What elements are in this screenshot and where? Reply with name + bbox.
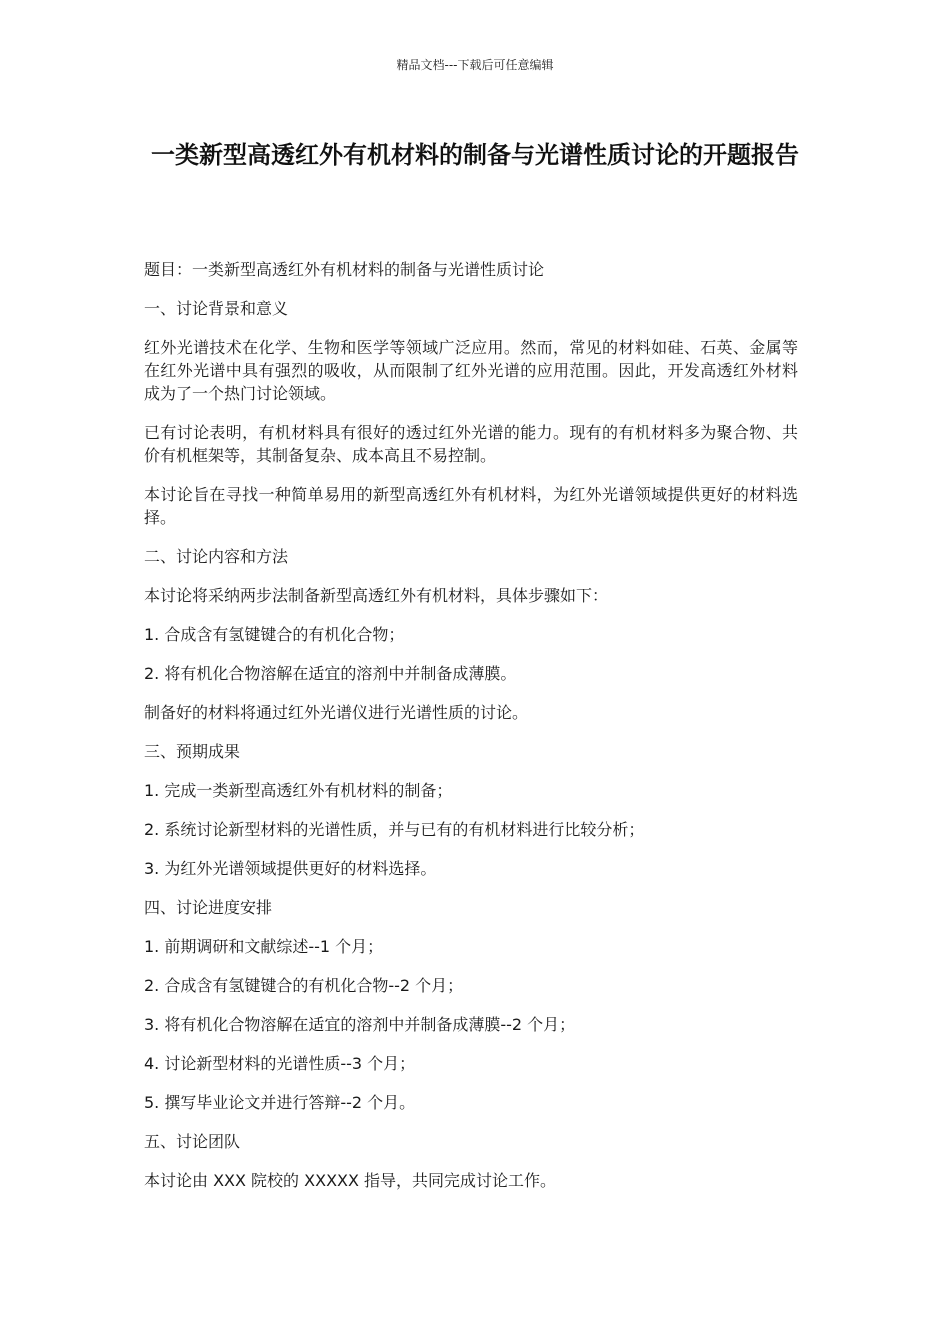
list-item: 2. 系统讨论新型材料的光谱性质，并与已有的有机材料进行比较分析；	[144, 820, 645, 839]
document-title: 一类新型高透红外有机材料的制备与光谱性质讨论的开题报告	[151, 141, 799, 169]
paragraph: 本讨论旨在寻找一种简单易用的新型高透红外有机材料，为红外光谱领域提供更好的材料选择。	[144, 485, 798, 527]
section-heading-background: 一、讨论背景和意义	[144, 299, 289, 318]
page-header: 精品文档---下载后可任意编辑	[396, 58, 554, 72]
document-body	[144, 258, 798, 1208]
list-item: 2. 合成含有氢键键合的有机化合物--2 个月；	[144, 976, 464, 995]
list-item: 3. 为红外光谱领域提供更好的材料选择。	[144, 859, 437, 878]
paragraph: 本讨论由 XXX 院校的 XXXXX 指导，共同完成讨论工作。	[144, 1171, 557, 1190]
list-item: 5. 撰写毕业论文并进行答辩--2 个月。	[144, 1093, 416, 1112]
list-item: 4. 讨论新型材料的光谱性质--3 个月；	[144, 1054, 416, 1073]
section-heading-outcomes: 三、预期成果	[144, 742, 241, 761]
list-item: 2. 将有机化合物溶解在适宜的溶剂中并制备成薄膜。	[144, 664, 517, 683]
list-item: 1. 合成含有氢键键合的有机化合物；	[144, 625, 405, 644]
section-heading-team: 五、讨论团队	[144, 1132, 241, 1151]
section-heading-schedule: 四、讨论进度安排	[144, 898, 273, 917]
subject-line: 题目：一类新型高透红外有机材料的制备与光谱性质讨论	[144, 260, 545, 279]
list-item: 1. 完成一类新型高透红外有机材料的制备；	[144, 781, 453, 800]
list-item: 3. 将有机化合物溶解在适宜的溶剂中并制备成薄膜--2 个月；	[144, 1015, 576, 1034]
paragraph: 制备好的材料将通过红外光谱仪进行光谱性质的讨论。	[144, 703, 529, 722]
paragraph: 本讨论将采纳两步法制备新型高透红外有机材料，具体步骤如下：	[144, 586, 609, 605]
list-item: 1. 前期调研和文献综述--1 个月；	[144, 937, 384, 956]
paragraph: 红外光谱技术在化学、生物和医学等领域广泛应用。然而，常见的材料如硅、石英、金属等在红外光谱中具有强烈的吸收，从而限制了红外光谱的应用范围。因此，开发高透红外材料成为了一个热门讨论领域。	[144, 338, 798, 403]
section-heading-methods: 二、讨论内容和方法	[144, 547, 289, 566]
paragraph: 已有讨论表明，有机材料具有很好的透过红外光谱的能力。现有的有机材料多为聚合物、共价有机框架等，其制备复杂、成本高且不易控制。	[144, 423, 798, 465]
